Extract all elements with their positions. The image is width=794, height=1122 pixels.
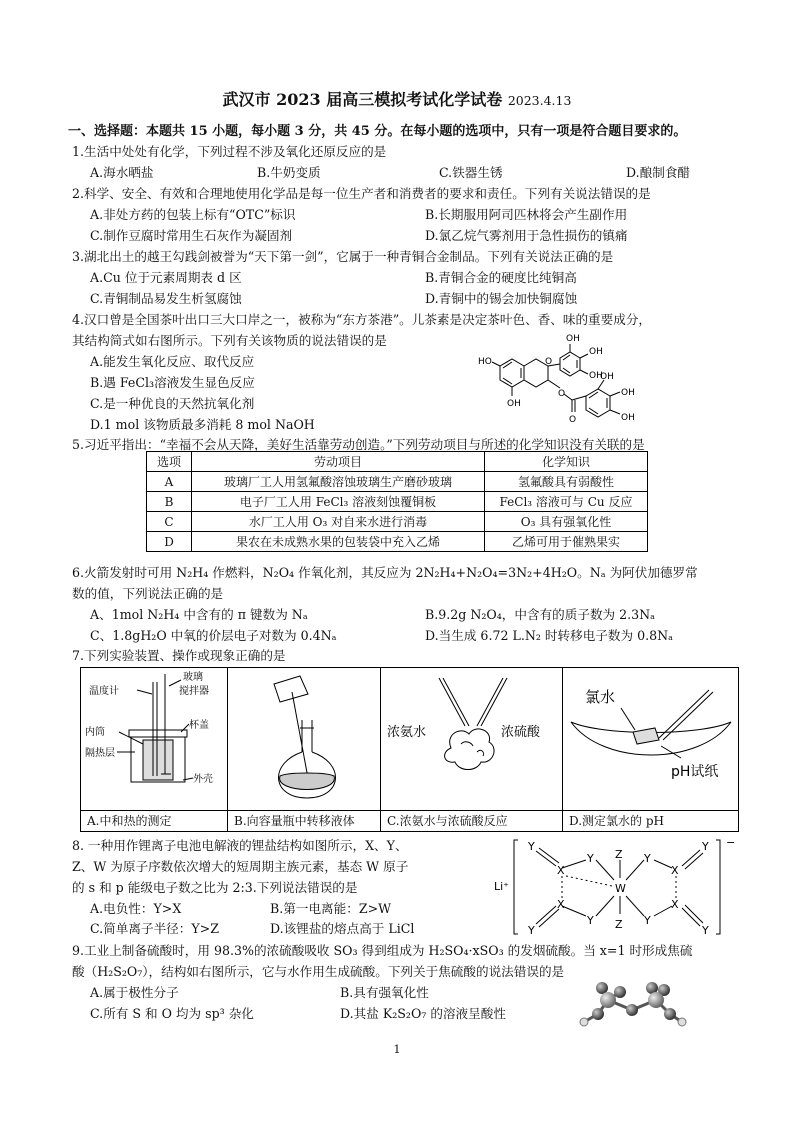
table-cell: 玻璃厂工人用氢氟酸溶蚀玻璃生产磨砂玻璃 (192, 472, 485, 492)
table-header: 劳动项目 (192, 452, 485, 472)
q1-option-c: C.铁器生锈 (439, 165, 503, 180)
q2-option-c: C.制作豆腐时常用生石灰作为凝固剂 (90, 228, 293, 243)
figure-d (563, 668, 739, 831)
table-row (147, 472, 648, 492)
fig-label: 温度计 (89, 686, 119, 697)
q3-stem: 3.湖北出土的越王勾践剑被誉为“天下第一剑”，它属于一种青铜合金制品。下列有关说法正确的是 (72, 249, 614, 264)
struct-atom: Z (615, 918, 623, 931)
q5-stem: 5.习近平指出：“幸福不会从天降，美好生活靠劳动创造。”下列劳动项目与所述的化学知识没有关联的是 (72, 437, 645, 452)
figure-caption: D.测定氯水的 pH (563, 810, 739, 831)
fig-label: 外壳 (193, 774, 213, 785)
struct-label: O (545, 357, 553, 367)
struct-label: HO (478, 357, 492, 367)
fig-label: 杯盖 (189, 720, 209, 731)
q8-stem-line1: 8. 一种用作锂离子电池电解液的锂盐结构如图所示，X、Y、 (72, 838, 408, 853)
struct-atom: Y (644, 852, 651, 865)
q6-option-a: A、1mol N₂H₄ 中含有的 π 键数为 Nₐ (90, 607, 308, 622)
exam-title (0, 87, 794, 110)
table-cell: O₃ 具有强氧化性 (485, 512, 648, 532)
table-cell: 乙烯可用于催熟果实 (485, 532, 648, 552)
title-text: 武汉市 2023 届高三模拟考试化学试卷 (222, 90, 503, 109)
struct-atom: Y (587, 852, 594, 865)
q8-option-b: B.第一电离能：Z>W (270, 901, 392, 916)
struct-label: OH (621, 413, 635, 423)
q3-option-a: A.Cu 位于元素周期表 d 区 (90, 270, 242, 285)
fig-label: 搅拌器 (179, 686, 209, 697)
calorimeter-diagram (81, 668, 227, 810)
struct-label: OH (507, 399, 521, 409)
struct-label: OH (600, 372, 614, 382)
table-cell: 电子厂工人用 FeCl₃ 溶液刻蚀覆铜板 (192, 492, 485, 512)
struct-atom: Y (702, 924, 709, 937)
table-cell: A (147, 472, 192, 492)
struct-atom: X (557, 864, 565, 877)
struct-atom: X (671, 898, 679, 911)
q1-option-a: A.海水晒盐 (90, 165, 154, 180)
q8-stem-line3: 的 s 和 p 能级电子数之比为 2:3.下列说法错误的是 (72, 880, 358, 895)
volumetric-flask-diagram (228, 668, 380, 810)
fig-label: 内筒 (85, 727, 105, 738)
q8-option-d: D.该锂盐的熔点高于 LiCl (270, 921, 415, 936)
figure-c (381, 668, 563, 831)
struct-label: OH (621, 388, 635, 398)
q1-stem: 1.生活中处处有化学，下列过程不涉及氧化还原反应的是 (72, 144, 387, 159)
table-cell: B (147, 492, 192, 512)
page-number: 1 (393, 1043, 401, 1056)
table-row (147, 492, 648, 512)
q9-option-c: C.所有 S 和 O 均为 sp³ 杂化 (90, 1006, 254, 1021)
struct-label: OH (589, 371, 603, 381)
struct-atom: Y (702, 840, 709, 853)
fig-label: 隔热层 (85, 748, 115, 759)
struct-atom: X (671, 864, 679, 877)
struct-charge: − (726, 836, 736, 849)
struct-atom: Z (615, 848, 623, 861)
struct-label: OH (566, 334, 580, 344)
struct-atom: Y (528, 924, 535, 937)
struct-atom: Y (587, 914, 594, 927)
q3-option-c: C.青铜制品易发生析氢腐蚀 (90, 291, 242, 306)
q4-stem-line1: 4.汉口曾是全国茶叶出口三大口岸之一，被称为“东方茶港”。儿茶素是决定茶叶色、香、味的重要成分， (72, 312, 652, 327)
struct-atom: X (557, 898, 565, 911)
table-header: 化学知识 (485, 452, 648, 472)
struct-label: O (569, 415, 577, 425)
q4-option-a: A.能发生氧化反应、取代反应 (90, 354, 255, 369)
q2-stem: 2.科学、安全、有效和合理地使用化学品是每一位生产者和消费者的要求和责任。下列有关说法错误的是 (72, 186, 651, 201)
table-cell: FeCl₃ 溶液可与 Cu 反应 (485, 492, 648, 512)
q6-stem-line2: 数的值，下列说法正确的是 (72, 586, 224, 601)
table-row (147, 512, 648, 532)
table-cell: 果农在未成熟水果的包装袋中充入乙烯 (192, 532, 485, 552)
struct-label: OH (589, 347, 603, 357)
struct-atom: Y (644, 914, 651, 927)
lithium-salt-structure (494, 836, 740, 938)
table-header-row (147, 452, 648, 472)
q9-option-b: B.具有强氧化性 (340, 985, 429, 1000)
figure-caption: B.向容量瓶中转移液体 (228, 810, 380, 831)
struct-atom: Y (528, 840, 535, 853)
exam-date: 2023.4.13 (507, 93, 572, 108)
section-heading: 一、选择题：本题共 15 小题，每小题 3 分，共 45 分。在每小题的选项中，只有一项是符合题目要求的。 (68, 124, 687, 139)
table-cell: 氢氟酸具有弱酸性 (485, 472, 648, 492)
fig-label: pH试纸 (671, 764, 719, 780)
q1-option-d: D.酿制食醋 (626, 165, 691, 180)
q6-option-d: D.当生成 6.72 L.N₂ 时转移电子数为 0.8Nₐ (425, 628, 673, 643)
struct-atom: W (615, 882, 626, 895)
q8-option-c: C.简单离子半径：Y>Z (90, 921, 219, 936)
table-cell: D (147, 532, 192, 552)
fig-label: 浓氨水 (387, 725, 427, 740)
q9-stem-line1: 9.工业上制备硫酸时，用 98.3%的浓硫酸吸收 SO₃ 得到组成为 H₂SO₄·xSO₃ 的发烟硫酸。当 x=1 时形成焦硫 (72, 943, 693, 958)
q2-option-b: B.长期服用阿司匹林将会产生副作用 (425, 207, 628, 222)
ammonia-acid-diagram (381, 668, 562, 810)
q4-option-d: D.1 mol 该物质最多消耗 8 mol NaOH (90, 417, 315, 432)
figure-caption: A.中和热的测定 (81, 810, 227, 831)
fig-label: 氯水 (585, 688, 616, 706)
q9-option-d: D.其盐 K₂S₂O₇ 的溶液呈酸性 (340, 1006, 506, 1021)
q7-figure-panel (80, 667, 739, 832)
table-cell: C (147, 512, 192, 532)
q4-option-b: B.遇 FeCl₃溶液发生显色反应 (90, 375, 255, 390)
q2-option-a: A.非处方药的包装上标有“OTC”标识 (90, 207, 296, 222)
struct-label: O (558, 389, 566, 399)
table-header: 选项 (147, 452, 192, 472)
struct-li: Li⁺ (494, 880, 509, 893)
q3-option-d: D.青铜中的锡会加快铜腐蚀 (425, 291, 578, 306)
q4-stem-line2: 其结构简式如右图所示。下列有关该物质的说法错误的是 (72, 333, 387, 348)
q2-option-d: D.氯乙烷气雾剂用于急性损伤的镇痛 (425, 228, 628, 243)
q3-option-b: B.青铜合金的硬度比纯铜高 (425, 270, 577, 285)
fig-label: 浓硫酸 (501, 725, 541, 740)
q9-stem-line2: 酸（H₂S₂O₇），结构如右图所示，它与水作用生成硫酸。下列关于焦硫酸的说法错误的是 (72, 964, 565, 979)
figure-b (228, 668, 381, 831)
q4-option-c: C.是一种优良的天然抗氧化剂 (90, 396, 255, 411)
ph-test-diagram (563, 668, 739, 810)
q8-option-a: A.电负性：Y>X (90, 901, 182, 916)
q6-option-b: B.9.2g N₂O₄，中含有的质子数为 2.3Nₐ (425, 607, 656, 622)
pyrosulfuric-acid-model (572, 980, 692, 1036)
q5-table (146, 451, 648, 552)
q9-option-a: A.属于极性分子 (90, 985, 179, 1000)
q6-option-c: C、1.8gH₂O 中氧的价层电子对数为 0.4Nₐ (90, 628, 337, 643)
q8-stem-line2: Z、W 为原子序数依次增大的短周期主族元素，基态 W 原子 (72, 859, 409, 874)
q7-stem: 7.下列实验装置、操作或现象正确的是 (72, 648, 286, 663)
fig-label: 玻璃 (183, 672, 203, 683)
q1-option-b: B.牛奶变质 (257, 165, 321, 180)
figure-caption: C.浓氨水与浓硫酸反应 (381, 810, 562, 831)
figure-a (81, 668, 228, 831)
table-cell: 水厂工人用 O₃ 对自来水进行消毒 (192, 512, 485, 532)
q6-stem-line1: 6.火箭发射时可用 N₂H₄ 作燃料，N₂O₄ 作氧化剂，其反应为 2N₂H₄+N₂O₄=3N₂+4H₂O。Nₐ 为阿伏加德罗常 (72, 565, 698, 580)
table-row (147, 532, 648, 552)
catechin-structure (470, 322, 670, 430)
